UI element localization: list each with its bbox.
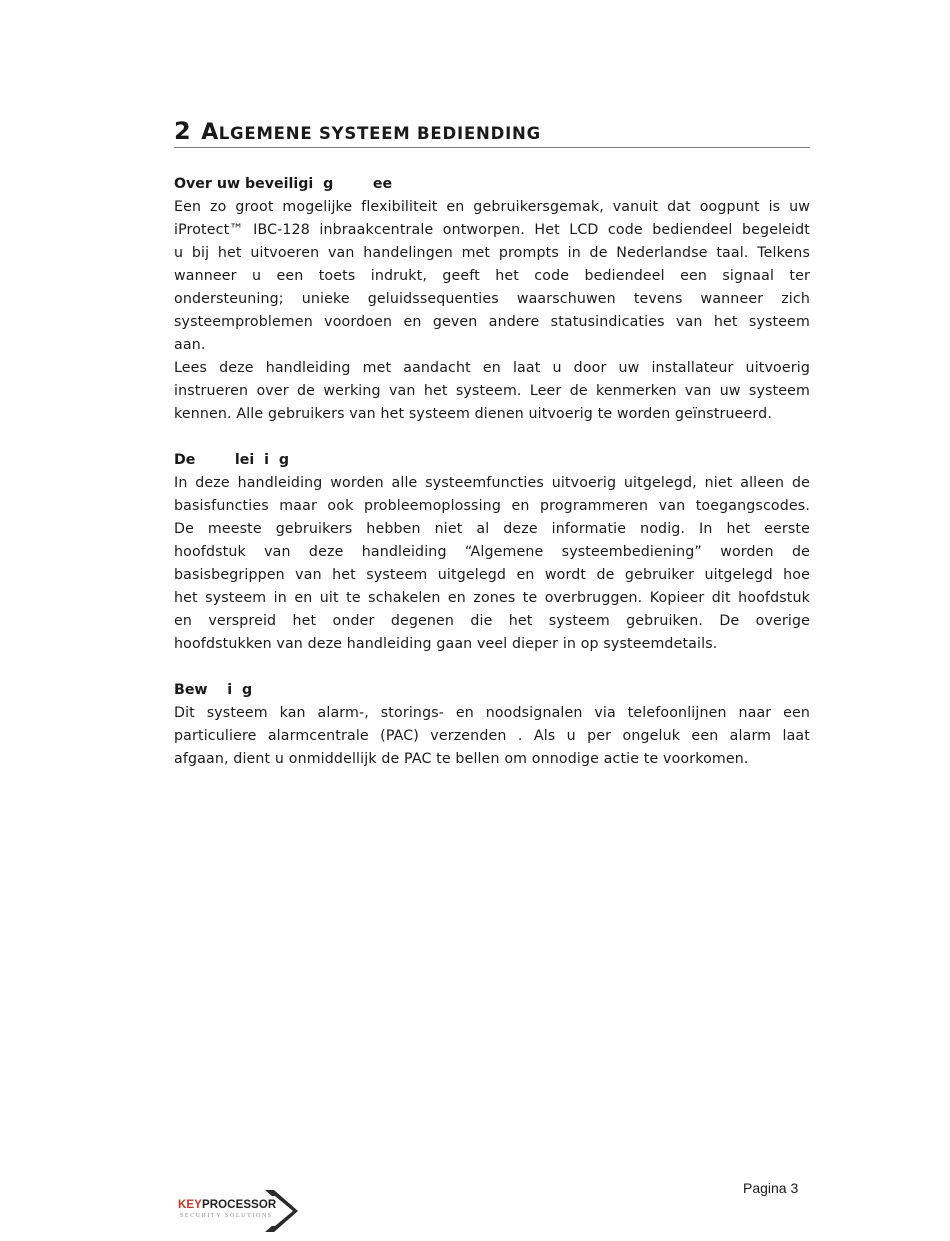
text-line: en verspreid het onder degenen die het systeem gebruiken. De overige (174, 613, 810, 629)
text-line: kennen. Alle gebruikers van het systeem dienen uitvoerig te worden geïnstrueerd. (174, 406, 772, 422)
keyprocessor-logo (178, 1188, 304, 1234)
text-line: ondersteuning; unieke geluidssequenties waarschuwen tevens wanneer zich (174, 291, 810, 307)
text-line: wanneer u een toets indrukt, geeft het code bediendeel een signaal ter (174, 268, 810, 284)
text-line: basisfuncties maar ook probleemoplossing en programmeren van toegangscodes. (174, 498, 810, 514)
section-body (174, 472, 810, 656)
spacer (174, 148, 810, 173)
section-heading: Bew i g (174, 682, 253, 698)
text-line: het systeem in en uit te schakelen en zones te overbruggen. Kopieer dit hoofdstuk (174, 590, 810, 606)
text-line: basisbegrippen van het systeem uitgelegd en wordt de gebruiker uitgelegd hoe (174, 567, 810, 583)
text-line: systeemproblemen voordoen en geven andere statusindicaties van het systeem (174, 314, 810, 330)
logo-arrow-icon (262, 1188, 302, 1234)
section-heading: Over uw beveiligi g ee (174, 176, 393, 192)
text-line: hoofdstuk van deze handleiding “Algemene systeembediening” worden de (174, 544, 810, 560)
chapter-title-initial: A (201, 120, 219, 145)
sections-container (174, 173, 810, 771)
chapter-title: LGEMENE SYSTEEM BEDIENDING (218, 124, 542, 143)
text-line: Lees deze handleiding met aandacht en laat u door uw installateur uitvoerig (174, 360, 810, 376)
section-3 (174, 679, 810, 771)
text-line: aan. (174, 337, 206, 353)
text-line: iProtect™ IBC-128 inbraakcentrale ontworpen. Het LCD code bediendeel begeleidt (174, 222, 810, 238)
text-line: u bij het uitvoeren van handelingen met prompts in de Nederlandse taal. Telkens (174, 245, 810, 261)
section-1 (174, 173, 810, 449)
section-heading: De lei i g (174, 452, 290, 468)
text-line: Een zo groot mogelijke flexibiliteit en gebruikersgemak, vanuit dat oogpunt is uw (174, 199, 810, 215)
text-line: De meeste gebruikers hebben niet al deze informatie nodig. In het eerste (174, 521, 810, 537)
logo-key-text: KEY (178, 1199, 202, 1211)
logo-processor-text: PROCESSOR (201, 1199, 277, 1211)
page-content (174, 112, 810, 771)
section-2 (174, 449, 810, 679)
text-line: particuliere alarmcentrale (PAC) verzenden . Als u per ongeluk een alarm laat (174, 728, 810, 744)
section-body (174, 702, 810, 771)
logo-tagline: SECURITY SOLUTIONS (180, 1213, 273, 1219)
chapter-number: 2 (174, 117, 192, 145)
text-line: afgaan, dient u onmiddellijk de PAC te bellen om onnodige actie te voorkomen. (174, 751, 749, 767)
section-gap (174, 426, 810, 449)
chapter-heading (174, 112, 810, 148)
page-number: Pagina 3 (743, 1180, 799, 1196)
section-body (174, 196, 810, 426)
section-gap (174, 656, 810, 679)
text-line: In deze handleiding worden alle systeemfuncties uitvoerig uitgelegd, niet alleen de (174, 475, 810, 491)
text-line: instrueren over de werking van het systeem. Leer de kenmerken van uw systeem (174, 383, 810, 399)
text-line: Dit systeem kan alarm-, storings- en noodsignalen via telefoonlijnen naar een (174, 705, 810, 721)
text-line: hoofdstukken van deze handleiding gaan veel dieper in op systeemdetails. (174, 636, 718, 652)
